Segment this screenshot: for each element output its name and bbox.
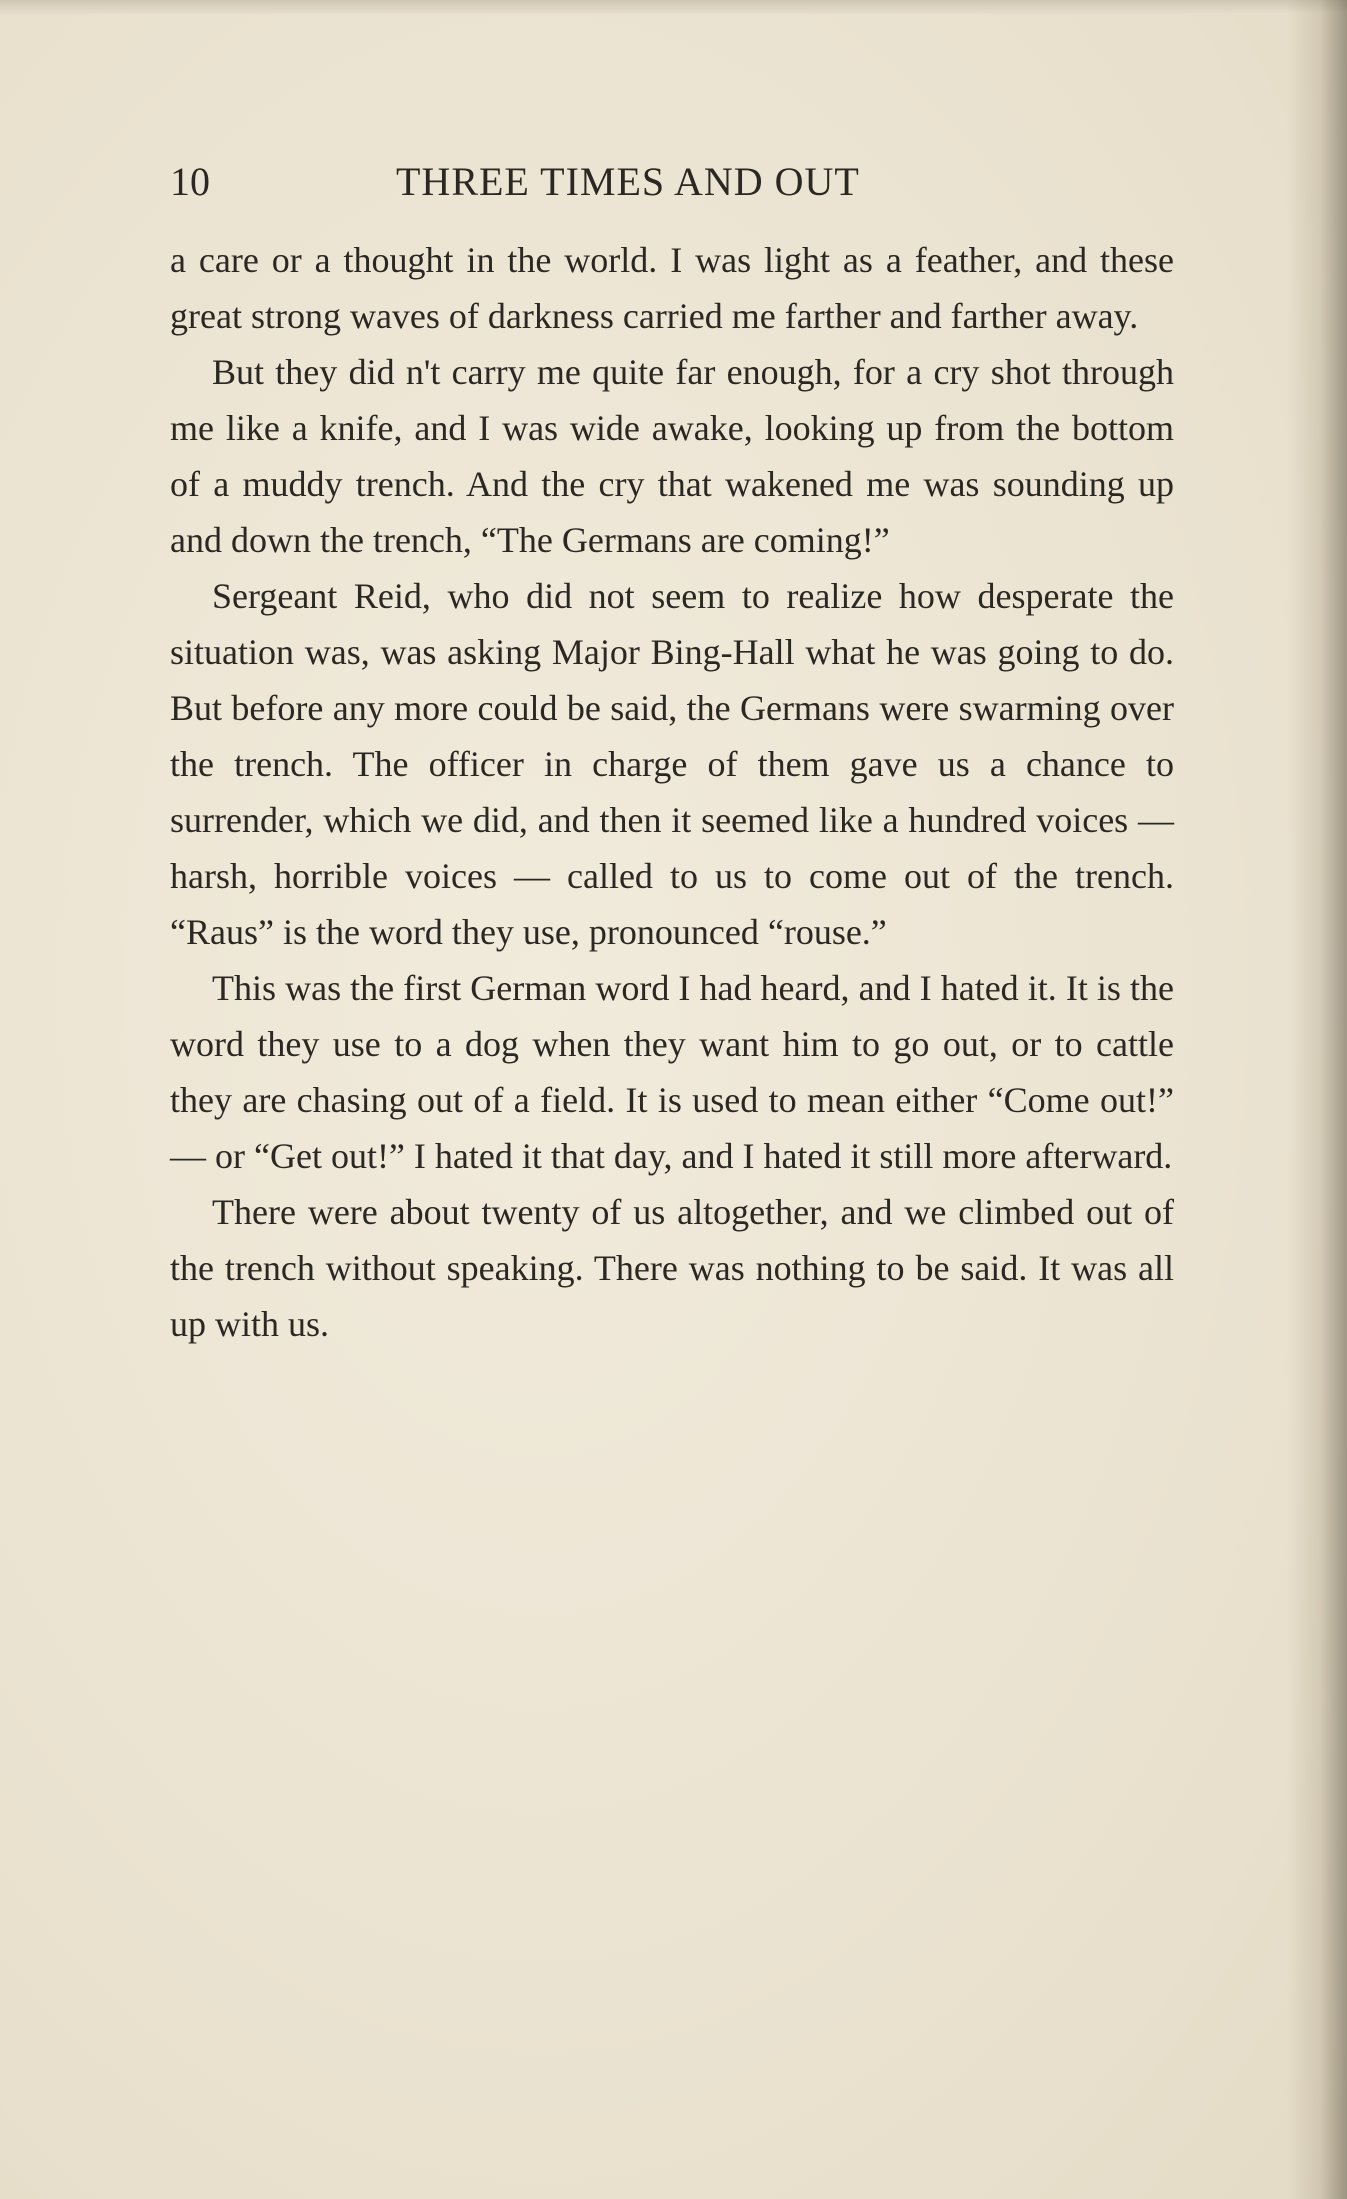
page-number: 10 — [170, 159, 210, 204]
paragraph: There were about twenty of us altogether, and we climbed out of the trench without speaking. There was nothing to be said. It was all up with us. — [170, 1192, 1174, 1344]
running-head: THREE TIMES AND OUT — [396, 159, 860, 204]
page-top-edge — [0, 0, 1347, 14]
paragraph: But they did n't carry me quite far enough, for a cry shot through me like a knife, and I was wide awake, looking up from the bottom of a muddy trench. And the cry that wakened me was sounding up and down the trench, “The Germans are coming!” — [170, 352, 1174, 560]
paragraph: This was the first German word I had heard, and I hated it. It is the word they use to a dog when they want him to go out, or to cattle they are chasing out of a field. It is used to mean either “Come out!” — or “Get out!” I hated it that day, and I hated it still more afterward. — [170, 968, 1174, 1176]
page-header — [170, 152, 1170, 212]
body-text — [170, 232, 1174, 1352]
page-gutter-shadow — [1287, 0, 1347, 2199]
paragraph: a care or a thought in the world. I was light as a feather, and these great strong waves of darkness carried me farther and farther away. — [170, 240, 1174, 336]
paragraph: Sergeant Reid, who did not seem to realize how desperate the situation was, was asking Major Bing-Hall what he was going to do. But before any more could be said, the Germans were swarming over the trench. The officer in charge of them gave us a chance to surrender, which we did, and then it seemed like a hundred voices — harsh, horrible voices — called to us to come out of the trench. “Raus” is the word they use, pronounced “rouse.” — [170, 576, 1174, 952]
